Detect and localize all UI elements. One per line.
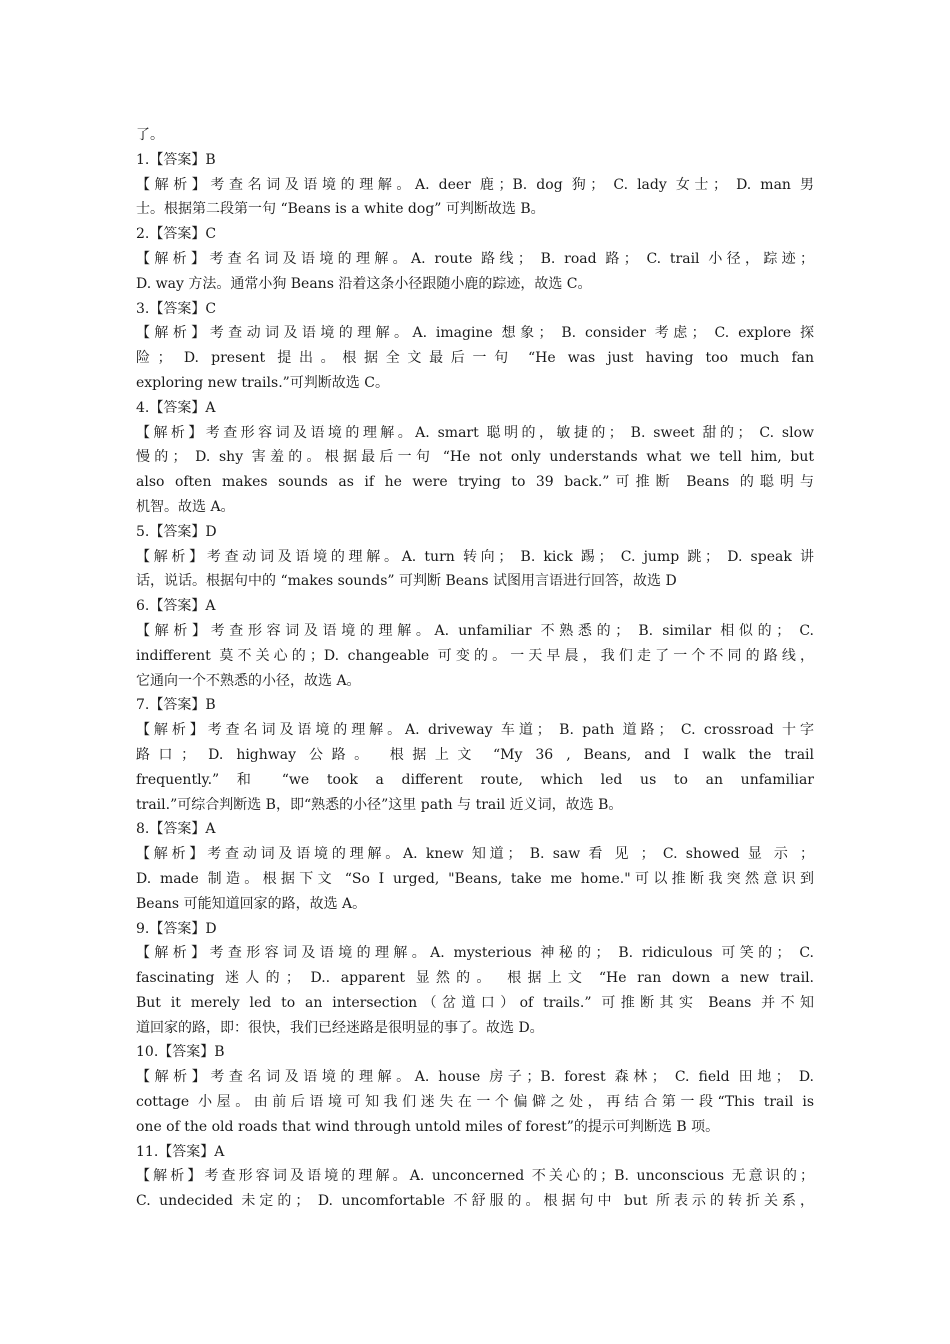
analysis-line: 【解析】考查名词及语境的理解。A. house 房子；B. forest 森林； C. field 田地； D. — [136, 1069, 814, 1086]
analysis-line: also often makes sounds as if he were trying to 39 back.”可推断 Beans 的聪明与 — [136, 474, 814, 491]
analysis-line: But it merely led to an intersection（岔道口）of trails.” 可推断其实 Beans 并不知 — [136, 994, 814, 1011]
analysis-line: 【解析】考查名词及语境的理解。A. route 路线； B. road 路； C. trail 小径，踪迹； — [136, 250, 814, 267]
analysis-line: 【解析】考查形容词及语境的理解。A. unfamiliar 不熟悉的； B. similar 相似的； C. — [136, 622, 814, 639]
answer-line: 7.【答案】B — [136, 697, 216, 714]
analysis-line: 它通向一个不熟悉的小径，故选 A。 — [136, 672, 361, 689]
analysis-line: trail.”可综合判断选 B，即“熟悉的小径”这里 path 与 trail 近义词，故选 B。 — [136, 796, 623, 813]
analysis-line: 【解析】考查形容词及语境的理解。A. unconcerned 不关心的；B. unconscious 无意识的； — [136, 1168, 814, 1185]
analysis-line: C. undecided 未定的； D. uncomfortable 不舒服的。根据句中 but 所表示的转折关系， — [136, 1193, 814, 1210]
answer-line: 11.【答案】A — [136, 1143, 225, 1160]
analysis-line: 机智。故选 A。 — [136, 498, 235, 515]
analysis-line: frequently.” 和 “we took a different route, which led us to an unfamiliar — [136, 771, 814, 788]
answer-line: 1.【答案】B — [136, 151, 216, 168]
analysis-line: 【解析】考查动词及语境的理解。A. turn 转向； B. kick 踢； C. jump 跳； D. speak 讲 — [136, 548, 814, 565]
analysis-line: 【解析】考查名词及语境的理解。A. deer 鹿；B. dog 狗； C. lady 女士； D. man 男 — [136, 176, 814, 193]
answer-line: 10.【答案】B — [136, 1044, 225, 1061]
analysis-line: cottage 小屋。由前后语境可知我们迷失在一个偏僻之处，再结合第一段“This trail is — [136, 1094, 814, 1111]
analysis-line: indifferent 莫不关心的；D. changeable 可变的。一天早晨，我们走了一个不同的路线， — [136, 647, 814, 664]
analysis-line: 士。根据第二段第一句 “Beans is a white dog” 可判断故选 B。 — [136, 201, 545, 218]
answer-line: 6.【答案】A — [136, 598, 216, 615]
analysis-line: Beans 可能知道回家的路，故选 A。 — [136, 895, 367, 912]
document-body — [136, 123, 814, 1214]
analysis-line: 【解析】考查形容词及语境的理解。A. mysterious 神秘的； B. ridiculous 可笑的； C. — [136, 945, 814, 962]
analysis-line: 【解析】考查动词及语境的理解。A. imagine 想象； B. consider 考虑； C. explore 探 — [136, 325, 814, 342]
analysis-line: 【解析】考查形容词及语境的理解。A. smart 聪明的，敏捷的； B. sweet 甜的； C. slow — [136, 424, 814, 441]
analysis-line: 道回家的路，即：很快，我们已经迷路是很明显的事了。故选 D。 — [136, 1019, 544, 1036]
analysis-line: 险； D. present 提出。根据全文最后一句 “He was just having too much fan — [136, 350, 814, 367]
analysis-line: one of the old roads that wind through untold miles of forest”的提示可判断选 B 项。 — [136, 1118, 720, 1135]
answer-line: 8.【答案】A — [136, 821, 216, 838]
answer-line: 5.【答案】D — [136, 523, 217, 540]
answer-line: 2.【答案】C — [136, 226, 217, 243]
analysis-line: 慢的； D. shy 害羞的。根据最后一句 “He not only understands what we tell him, but — [136, 449, 814, 466]
answer-line: 9.【答案】D — [136, 920, 217, 937]
analysis-line: 【解析】考查动词及语境的理解。A. knew 知道； B. saw 看 见 ； C. showed 显 示 ； — [136, 846, 814, 863]
analysis-line: exploring new trails.”可判断故选 C。 — [136, 374, 389, 391]
analysis-line: D. made 制造。根据下文 “So I urged, "Beans, take me home."可以推断我突然意识到 — [136, 870, 814, 887]
analysis-line: 话，说话。根据句中的 “makes sounds” 可判断 Beans 试图用言语进行回答，故选 D — [136, 573, 677, 590]
answer-line: 3.【答案】C — [136, 300, 217, 317]
analysis-line: D. way 方法。通常小狗 Beans 沿着这条小径跟随小鹿的踪迹，故选 C。 — [136, 275, 592, 292]
analysis-line: 路口； D. highway 公路。 根据上文 “My 36 , Beans, and I walk the trail — [136, 746, 814, 763]
text-line: 了。 — [136, 127, 164, 143]
analysis-line: 【解析】考查名词及语境的理解。A. driveway 车道； B. path 道路； C. crossroad 十字 — [136, 722, 814, 739]
answer-line: 4.【答案】A — [136, 399, 216, 416]
analysis-line: fascinating 迷人的； D.. apparent 显然的。 根据上文 “He ran down a new trail. — [136, 970, 814, 987]
